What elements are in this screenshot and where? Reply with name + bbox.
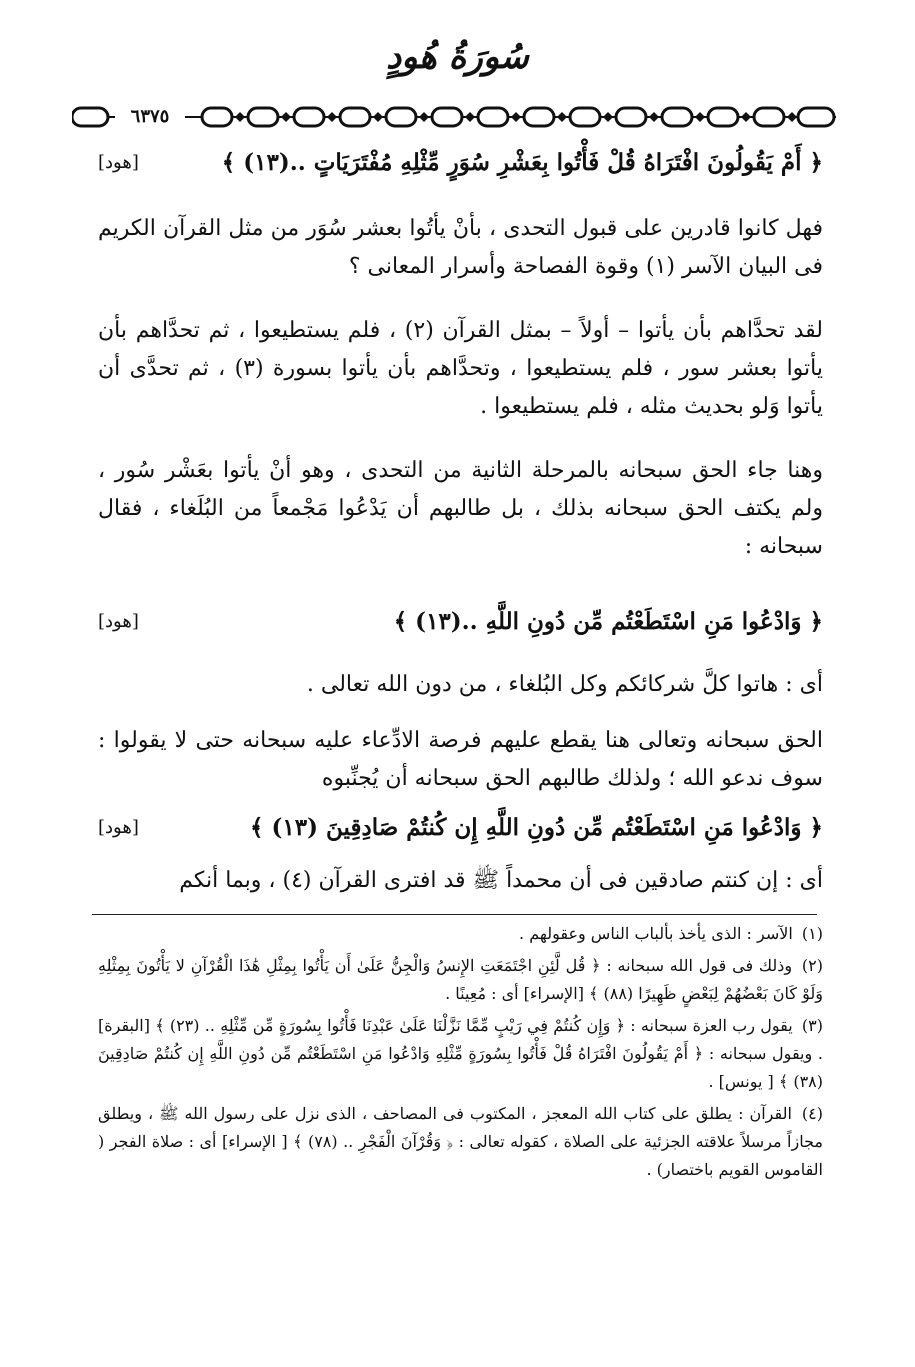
ornamental-border [72,100,836,134]
footnote-number: (٢) [801,956,823,975]
footnote-text: القرآن : يطلق على كتاب الله المعجز ، المكتوب فى المصاحف ، الذى نزل على رسول الله ﷺ ، ويطلق مجازاً مرسلاً علاقته الجزئية على الصلاة ، كقوله تعالى : ﴿ وَقُرْآنَ الْفَجْرِ .. (٧٨) ﴾ [ الإسراء] أى : صلاة الفجر ( القاموس القويم باختصار) . [98,1104,823,1179]
verse-text: ﴿ وَادْعُوا مَنِ اسْتَطَعْتُم مِّن دُونِ اللَّهِ ..(١٣) ﴾ [393,607,823,635]
page-number: ٦٣٧٥ [115,104,185,130]
footnote-number: (٤) [801,1104,824,1123]
footnote [98,1012,823,1096]
footnote [98,1100,823,1184]
quran-verse [98,808,823,846]
footnote [98,952,823,1008]
verse-reference: [هود] [98,816,139,838]
footnote-text: يقول رب العزة سبحانه : ﴿ وَإِن كُنتُمْ فِي رَيْبٍ مِّمَّا نَزَّلْنَا عَلَىٰ عَبْدِنَا فَأْتُوا بِسُورَةٍ مِّن مِّثْلِهِ .. (٢٣) ﴾ [البقرة] . ويقول سبحانه : ﴿ أَمْ يَقُولُونَ افْتَرَاهُ قُلْ فَأْتُوا بِسُورَةٍ مِّثْلِهِ وَادْعُوا مَنِ اسْتَطَعْتُم مِّن دُونِ اللَّهِ إِن كُنتُمْ صَادِقِينَ (٣٨) ﴾ [ يونس] . [98,1016,824,1091]
verse-text: ﴿ أَمْ يَقُولُونَ افْتَرَاهُ قُلْ فَأْتُوا بِعَشْرِ سُوَرٍ مِّثْلِهِ مُفْتَرَيَاتٍ ..(١٣) ﴾ [221,148,823,176]
paragraph: فهل كانوا قادرين على قبول التحدى ، بأنْ يأتُوا بعشر سُوَر من مثل القرآن الكريم فى البيان الآسر (١) وقوة الفصاحة وأسرار المعانى ؟ [98,216,823,279]
paragraph: الحق سبحانه وتعالى هنا يقطع عليهم فرصة الادِّعاء عليه سبحانه حتى لا يقولوا : سوف ندعو الله ؛ ولذلك طالبهم الحق سبحانه أن يُجنِّبوه [98,728,823,791]
verse-reference: [هود] [98,610,139,632]
verse-text: ﴿ وَادْعُوا مَنِ اسْتَطَعْتُم مِّن دُونِ اللَّهِ إِن كُنتُمْ صَادِقِينَ (١٣) ﴾ [250,813,823,841]
footnote-text: وذلك فى قول الله سبحانه : ﴿ قُل لَّئِنِ اجْتَمَعَتِ الإِنسُ وَالْجِنُّ عَلَىٰ أَن يَأْتُوا بِمِثْلِ هَٰذَا الْقُرْآنِ لا يَأْتُونَ بِمِثْلِهِ وَلَوْ كَانَ بَعْضُهُمْ لِبَعْضٍ ظَهِيرًا (٨٨) ﴾ [الإسراء] أى : مُعِينًا . [98,956,823,1003]
surah-title: سُورَةُ هُودٍ [386,37,529,77]
footnotes [98,920,823,1188]
footnote-number: (٣) [801,1016,824,1035]
paragraph: لقد تحدَّاهم بأن يأتوا – أولاً – بمثل القرآن (٢) ، فلم يستطيعوا ، ثم تحدَّاهم بأن يأتوا بعشر سور ، فلم يستطيعوا ، وتحدَّاهم بأن يأتوا بسورة (٣) ، ثم تحدَّى أن يأتوا وَلو بحديث مثله ، فلم يستطيعوا . [98,318,823,419]
footnote [98,920,823,948]
verse-reference: [هود] [98,151,139,173]
quran-verse [98,602,823,640]
quran-verse [98,143,823,181]
footnote-divider [92,914,817,915]
footnote-number: (١) [801,924,823,943]
paragraph: وهنا جاء الحق سبحانه بالمرحلة الثانية من التحدى ، وهو أنْ يأتوا بعَشْر سُور ، ولم يكتف الحق سبحانه بذلك ، بل طالبهم أن يَدْعُوا مَجْمعاً من البُلَغاء ، فقال سبحانه : [98,458,823,559]
paragraph: أى : هاتوا كلَّ شركائكم وكل البُلغاء ، من دون الله تعالى . [306,672,823,697]
paragraph: أى : إن كنتم صادقين فى أن محمداً ﷺ قد افترى القرآن (٤) ، وبما أنكم [179,868,823,893]
footnote-text: الآسر : الذى يأخذ بألباب الناس وعقولهم . [519,924,793,943]
